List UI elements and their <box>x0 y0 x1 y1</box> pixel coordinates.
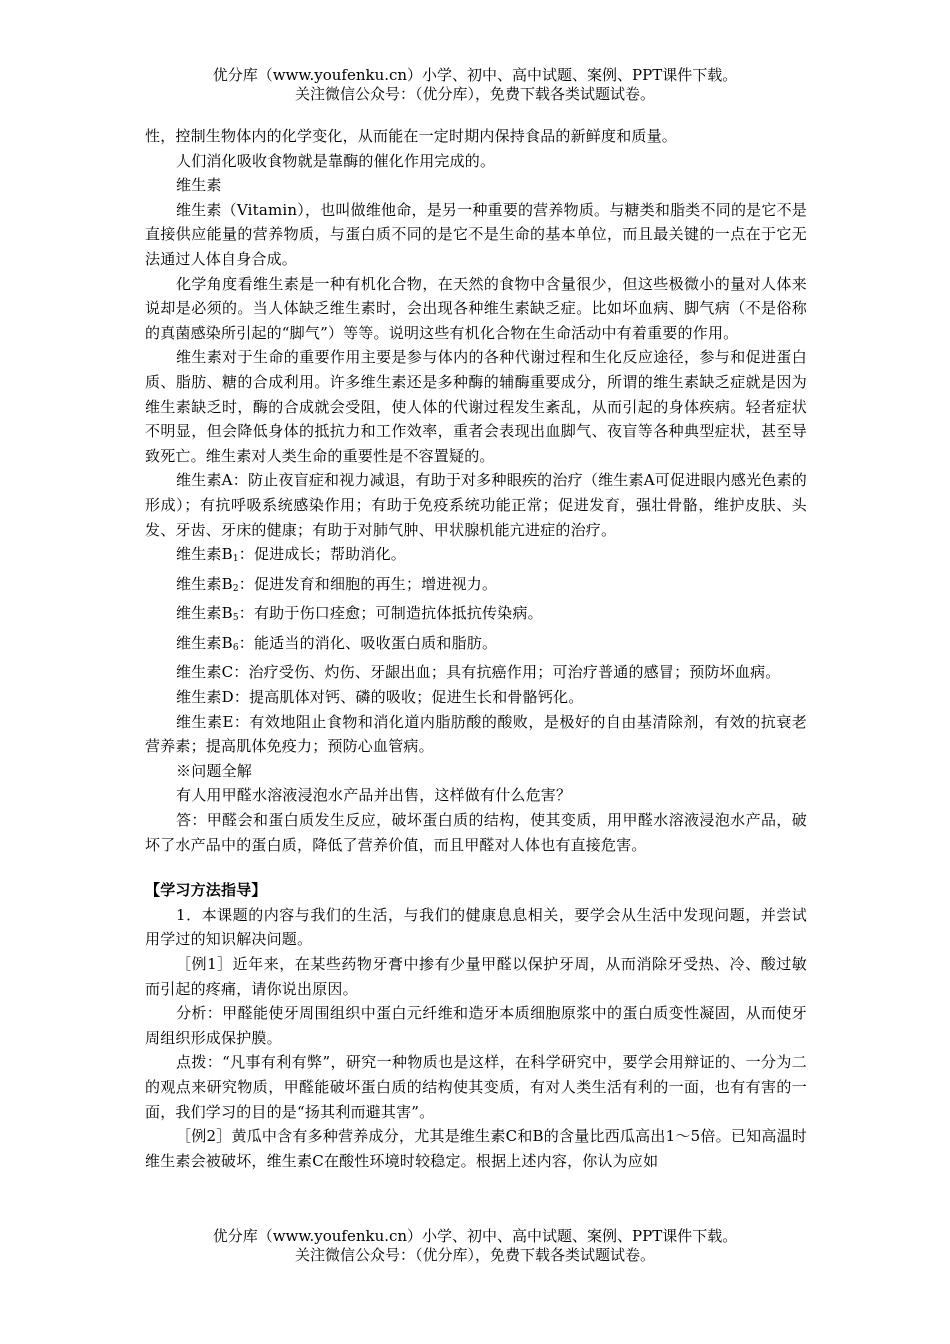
paragraph: 维生素D：提高肌体对钙、磷的吸收；促进生长和骨骼钙化。 <box>176 688 584 707</box>
vitamin-b5-item: 维生素$B_5$：有助于伤口痊愈；可制造抗体抵抗传染病。 <box>176 604 543 624</box>
paragraph: 维生素C：治疗受伤、灼伤、牙龈出血；具有抗癌作用；可治疗普通的感冒；预防坏血病。 <box>176 663 781 682</box>
vitamin-b6-item: 维生素$B_6$：能适当的消化、吸收蛋白质和脂肪。 <box>176 633 498 653</box>
answer: 答：甲醛会和蛋白质发生反应，破坏蛋白质的结构，使其变质，用甲醛水溶液浸泡水产品，破坏了水产品中的蛋白质，降低了营养价值，而且甲醛对人体也有直接危害。 <box>145 811 807 854</box>
example-2: ［例2］黄瓜中含有多种营养成分，尤其是维生素C和B的含量比西瓜高出1～5倍。已知高温时维生素会被破坏，维生素C在酸性环境时较稳定。根据上述内容，你认为应如 <box>145 1127 807 1170</box>
vitamin-b1-item: 维生素$B_1$：促进成长；帮助消化。 <box>176 545 406 565</box>
footer-line-2: 关注微信公众号：（优分库），免费下载各类试题试卷。 <box>294 1246 655 1264</box>
header-line-1: 优分库（www.youfenku.cn）小学、初中、高中试题、案例、PPT课件下载。 <box>212 66 738 84</box>
footer-line-1: 优分库（www.youfenku.cn）小学、初中、高中试题、案例、PPT课件下载。 <box>212 1227 738 1245</box>
analysis: 分析：甲醛能使牙周围组织中蛋白元纤维和造牙本质细胞原浆中的蛋白质变性凝固，从而使牙周组织形成保护膜。 <box>145 1004 807 1047</box>
paragraph: 维生素A：防止夜盲症和视力减退，有助于对多种眼疾的治疗（维生素A可促进眼内感光色素的形成）；有抗呼吸系统感染作用；有助于免疫系统功能正常；促进发育，强壮骨骼，维护皮肤、头发、牙齿、牙床的健康；有助于对肺气肿、甲状腺机能亢进症的治疗。 <box>145 471 807 539</box>
paragraph: 1．本课题的内容与我们的生活，与我们的健康息息相关，要学会从生活中发现问题，并尝试用学过的知识解决问题。 <box>145 905 807 949</box>
paragraph: 人们消化吸收食物就是靠酶的催化作用完成的。 <box>176 151 496 170</box>
subheading-vitamin: 维生素 <box>176 176 222 195</box>
page-footer <box>0 1227 950 1265</box>
page-header <box>0 66 950 104</box>
problem-heading: ※问题全解 <box>176 761 253 780</box>
paragraph: 维生素（Vitamin），也叫做维他命，是另一种重要的营养物质。与糖类和脂类不同的是它不是直接供应能量的营养物质，与蛋白质不同的是它不是生命的基本单位，而且最关键的一点在于它无法通过人体自身合成。 <box>145 200 807 268</box>
document-body <box>145 124 807 1173</box>
section-title: 【学习方法指导】 <box>145 881 267 900</box>
paragraph: 维生素E：有效地阻止食物和消化道内脂肪酸的酸败，是极好的自由基清除剂，有效的抗衰老营养素；提高肌体免疫力；预防心血管病。 <box>145 712 807 756</box>
header-line-2: 关注微信公众号：（优分库），免费下载各类试题试卷。 <box>294 85 655 103</box>
question: 有人用甲醛水溶液浸泡水产品并出售，这样做有什么危害？ <box>176 786 572 805</box>
example-1: ［例1］近年来，在某些药物牙膏中掺有少量甲醛以保护牙周，从而消除牙受热、冷、酸过敏而引起的疼痛，请你说出原因。 <box>145 955 807 998</box>
paragraph: 维生素对于生命的重要作用主要是参与体内的各种代谢过程和生化反应途径，参与和促进蛋白质、脂肪、糖的合成利用。许多维生素还是多种酶的辅酶重要成分，所谓的维生素缺乏症就是因为维生素缺乏时，酶的合成就会受阻，使人体的代谢过程发生紊乱，从而引起的身体疾病。轻者症状不明显，但会降低身体的抵抗力和工作效率，重者会表现出血脚气、夜盲等各种典型症状，甚至导致死亡。维生素对人类生命的重要性是不容置疑的。 <box>145 348 807 465</box>
paragraph: 化学角度看维生素是一种有机化合物，在天然的食物中含量很少，但这些极微小的量对人体来说却是必须的。当人体缺乏维生素时，会出现各种维生素缺乏症。比如坏血病、脚气病（不是俗称的真菌感染所引起的“脚气”）等等。说明这些有机化合物在生命活动中有着重要的作用。 <box>145 274 807 342</box>
tip: 点拨：“凡事有利有弊”，研究一种物质也是这样，在科学研究中，要学会用辩证的、一分为二的观点来研究物质，甲醛能破坏蛋白质的结构使其变质，有对人类生活有利的一面，也有有害的一面，我们学习的目的是“扬其利而避其害”。 <box>145 1053 807 1121</box>
vitamin-b2-item: 维生素$B_2$：促进发育和细胞的再生；增进视力。 <box>176 574 498 594</box>
paragraph: 性，控制生物体内的化学变化，从而能在一定时期内保持食品的新鲜度和质量。 <box>145 127 678 145</box>
